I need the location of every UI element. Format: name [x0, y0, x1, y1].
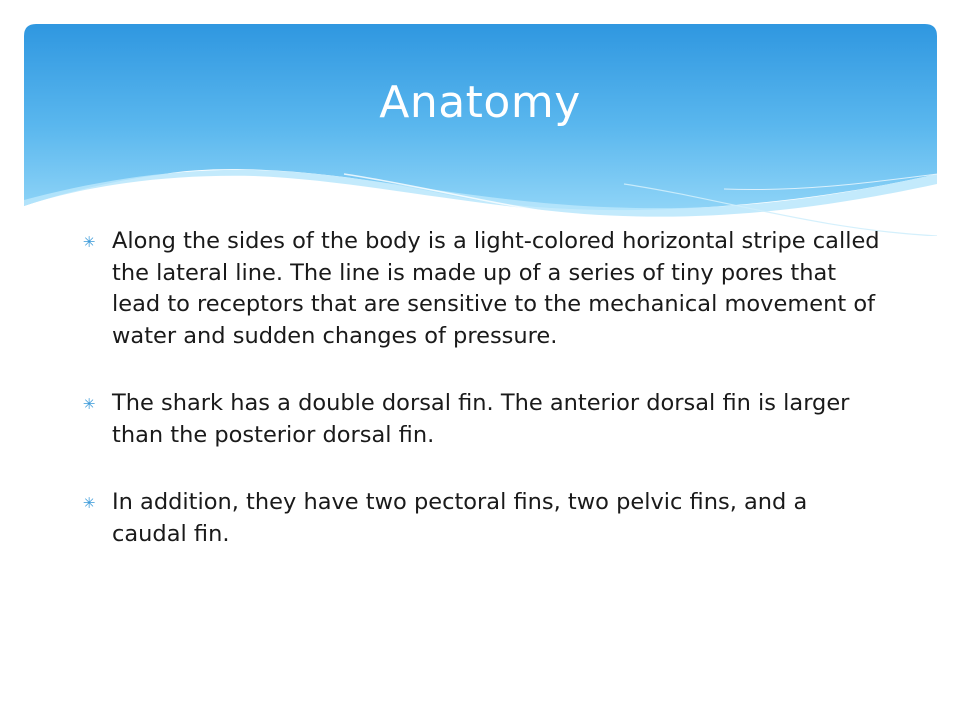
slide-title: Anatomy	[379, 77, 581, 128]
bullet-list	[80, 226, 880, 586]
asterisk-bullet-icon: ✳	[82, 233, 96, 251]
bullet-text: The shark has a double dorsal fin. The anterior dorsal fin is larger than the posterior dorsal fin.	[112, 390, 850, 448]
bullet-item	[80, 388, 880, 451]
bullet-text: Along the sides of the body is a light-colored horizontal stripe called the lateral line. The line is made up of a series of tiny pores that lead to receptors that are sensitive to the mechanical movement of water and sudden changes of pressure.	[112, 228, 880, 349]
bullet-item	[80, 487, 880, 550]
asterisk-bullet-icon: ✳	[82, 494, 96, 512]
bullet-item	[80, 226, 880, 352]
bullet-text: In addition, they have two pectoral fins, two pelvic fins, and a caudal fin.	[112, 489, 808, 547]
asterisk-bullet-icon: ✳	[82, 395, 96, 413]
